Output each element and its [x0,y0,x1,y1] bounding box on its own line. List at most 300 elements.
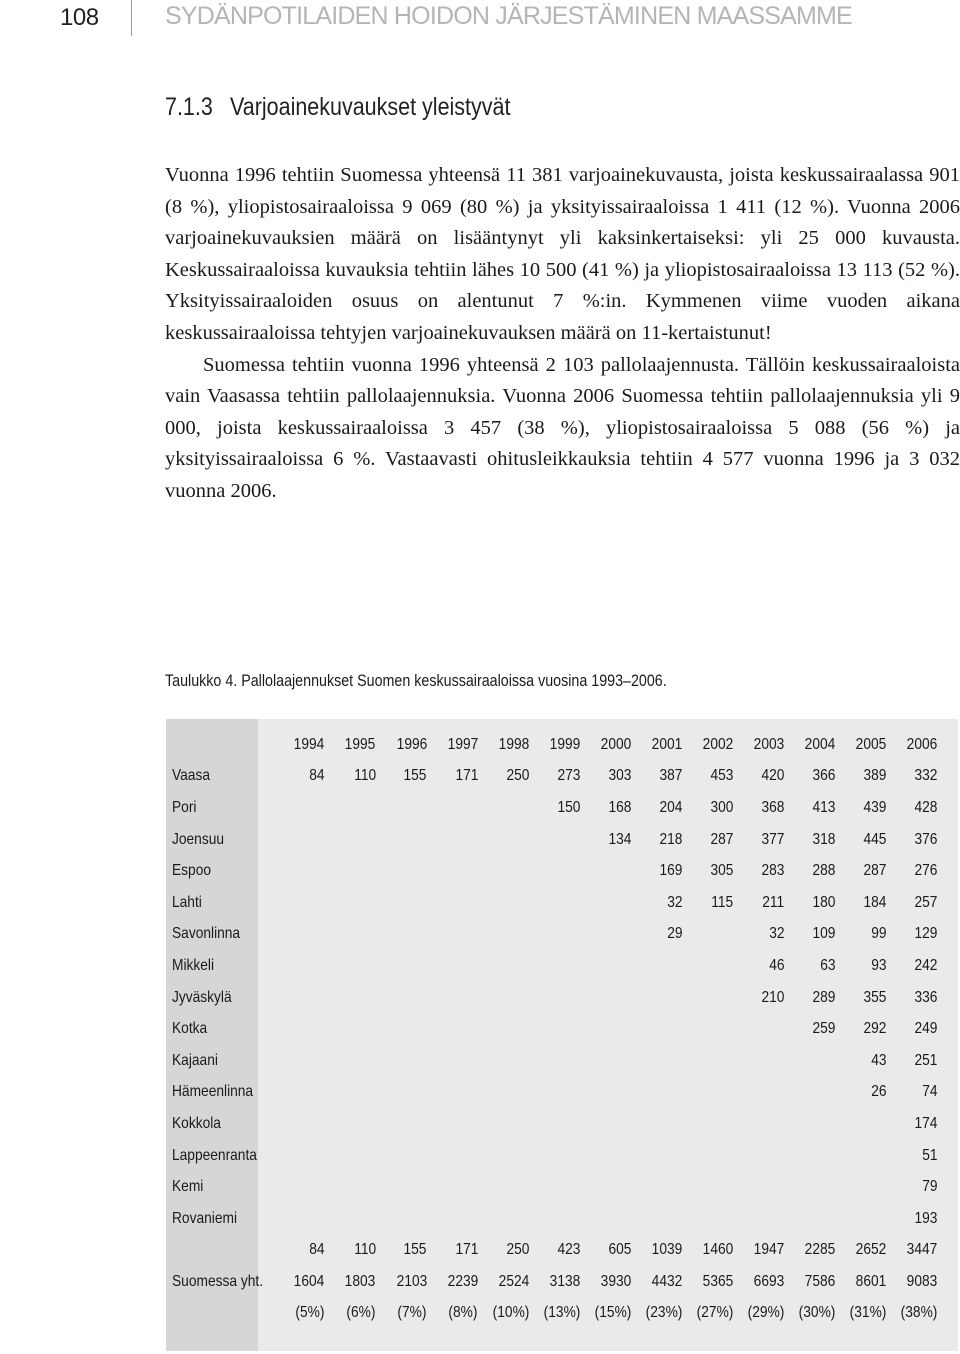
table-cell [635,1108,686,1140]
table-cell [329,1045,380,1077]
table-cell [584,982,635,1014]
table-cell [380,1013,431,1045]
table-cell: 7586 [804,1272,836,1290]
table-cell: 93 [871,956,887,974]
table-cell: 368 [761,798,785,816]
table-cell: 276 [914,862,938,880]
table-cell: 110 [353,767,376,785]
table-cell: 5365 [702,1272,734,1290]
table-cell: 1039 [651,1241,683,1259]
table-cell: 115 [711,893,734,911]
year-label: 1998 [498,735,529,753]
table-cell: 26 [871,1083,887,1101]
table-cell: 4432 [651,1272,683,1290]
table-cell: 46 [769,956,785,974]
table-cell: 171 [454,1241,478,1259]
table-cell [482,1203,533,1235]
table-cell: 336 [914,988,938,1006]
table-cell: 51 [922,1146,938,1164]
table-cell [380,1203,431,1235]
year-label: 2003 [753,735,785,753]
table-cell: 389 [863,767,887,785]
table-cell [482,792,533,824]
table-cell [789,1171,840,1203]
table-cell: 2285 [804,1241,836,1259]
table-cell [584,1171,635,1203]
row-label: Vaasa [172,767,211,785]
table-cell: 287 [710,830,734,848]
table-cell: 180 [812,893,836,911]
table-cell: 129 [914,925,938,943]
table-row [166,855,942,887]
table-cell: 204 [659,798,683,816]
table-cell [789,1108,840,1140]
table-cell [840,1171,891,1203]
table-cell [278,1203,329,1235]
column-header-year [789,729,840,761]
table-cell [329,1013,380,1045]
table-cell [840,1108,891,1140]
table-cell: (15%) [594,1304,632,1322]
table-cell: (8%) [448,1304,478,1322]
table-cell [329,855,380,887]
table-cell: 8601 [856,1272,887,1290]
table-cell: 168 [608,798,632,816]
table-cell: 259 [812,1020,836,1038]
row-label: Rovaniemi [172,1209,238,1227]
table-cell [840,1140,891,1172]
table-cell: 453 [710,767,734,785]
table-cell [482,919,533,951]
table-cell [329,1108,380,1140]
table-cell [687,1171,738,1203]
table-cell: 3447 [907,1241,938,1259]
table-cell [533,1013,584,1045]
table-cell [687,1108,738,1140]
table-cell [278,1077,329,1109]
table-cell: 155 [403,767,427,785]
row-label: Jyväskylä [172,988,232,1006]
table-cell: 605 [608,1241,632,1259]
table-cell [533,1077,584,1109]
table-cell [431,1045,482,1077]
table-cell [431,950,482,982]
row-label [166,1235,278,1267]
table-cell [278,792,329,824]
table-row [166,1013,942,1045]
table-cell [584,887,635,919]
table-cell: 242 [914,956,938,974]
table-cell: 2524 [498,1272,529,1290]
table-cell [380,1108,431,1140]
year-label: 2004 [804,735,836,753]
table-cell [482,982,533,1014]
table-row [166,761,942,793]
table-cell [635,1171,686,1203]
table-cell [533,855,584,887]
table-cell [635,1203,686,1235]
year-label: 1997 [447,735,478,753]
table-row [166,792,942,824]
table-cell [482,1171,533,1203]
row-label: Kemi [172,1178,204,1196]
row-label: Mikkeli [172,956,215,974]
table-cell [738,1045,789,1077]
table-cell: 6693 [753,1272,785,1290]
table-cell [687,919,738,951]
column-header-year [687,729,738,761]
table-cell: (31%) [849,1304,887,1322]
table-cell: 303 [608,767,632,785]
table-cell [431,792,482,824]
table-cell: 84 [309,1241,325,1259]
column-header-year [329,729,380,761]
section-heading [165,93,510,122]
year-label: 1994 [294,735,325,753]
table-cell [380,1045,431,1077]
table-row [166,1266,942,1298]
table-cell: (38%) [901,1304,938,1322]
table-cell [329,824,380,856]
table-cell [329,1171,380,1203]
table-cell [482,824,533,856]
table-cell [533,1171,584,1203]
table-row [166,1203,942,1235]
header-divider [131,0,132,36]
table-cell [431,855,482,887]
row-label: Lahti [172,893,202,911]
table-cell [584,1045,635,1077]
table-cell: 9083 [907,1272,938,1290]
table-cell: 3138 [549,1272,581,1290]
row-label: Kotka [172,1020,208,1038]
row-label: Kajaani [172,1051,218,1069]
table-cell [431,1077,482,1109]
table-cell [533,950,584,982]
table-cell [738,1140,789,1172]
table-cell [533,824,584,856]
table-cell [789,1140,840,1172]
table-cell [635,982,686,1014]
table-row [166,1171,942,1203]
row-label: Espoo [172,862,212,880]
table-cell [789,1077,840,1109]
table-cell: 2103 [396,1272,427,1290]
year-label: 1995 [345,735,376,753]
table-cell [482,1140,533,1172]
table-cell [738,1013,789,1045]
table-cell: 251 [914,1051,938,1069]
table-cell [431,1203,482,1235]
table-cell [329,1077,380,1109]
table-cell [584,1013,635,1045]
paragraph: Vuonna 1996 tehtiin Suomessa yhteensä 11 381 varjoainekuvausta, joista keskussairaalassa 901 (8 %), yliopistosairaaloissa 9 069 (80 %) ja yksityissairaaloissa 1 411 (12 %). Vuonna 2006 varjoainekuvauksien määrä on lisääntynyt yli kaksinkertaiseksi: yli 25 000 kuvausta. Keskussairaaloissa kuvauksia tehtiin lähes 10 500 (41 %) ja yliopistosairaaloissa 13 113 (52 %). Yksityissairaaloiden osuus on alentunut 7 %:in. Kymmenen viime vuoden aikana keskussairaaloissa tehtyjen varjoainekuvauksen määrä on 11-kertaistunut! [165,164,960,344]
table-row [166,1298,942,1330]
table-cell: 250 [506,1241,529,1259]
row-label: Pori [172,798,197,816]
table-cell: 211 [762,893,785,911]
row-label [166,1298,278,1330]
table-cell [635,1140,686,1172]
table-cell: 169 [659,862,683,880]
row-label: Kokkola [172,1114,221,1132]
table-caption: Taulukko 4. Pallolaajennukset Suomen keskussairaaloissa vuosina 1993–2006. [165,671,667,690]
table-cell: 332 [914,767,938,785]
table-cell: 445 [863,830,887,848]
table-row [166,1045,942,1077]
year-label: 2006 [907,735,938,753]
table-cell [533,887,584,919]
table-cell [380,855,431,887]
table-cell [380,824,431,856]
table-cell [380,1140,431,1172]
table-cell [482,950,533,982]
table-cell: 318 [812,830,836,848]
table-cell: 376 [914,830,938,848]
table-cell [584,1140,635,1172]
table-cell: 2239 [447,1272,478,1290]
table-cell [278,824,329,856]
table-cell [738,1108,789,1140]
table-cell [278,1013,329,1045]
table-corner-cell [166,729,278,761]
table-cell [789,1203,840,1235]
table-cell [533,1140,584,1172]
table-cell [533,1108,584,1140]
table-cell [584,855,635,887]
table-cell: 134 [608,830,632,848]
table-row [166,887,942,919]
table-cell: (7%) [397,1304,427,1322]
row-label: Hämeenlinna [172,1083,254,1101]
table-cell [329,887,380,919]
table-cell: 79 [922,1178,938,1196]
table-cell [482,1013,533,1045]
table-cell: 413 [812,798,836,816]
table-cell [329,1203,380,1235]
table-cell: 99 [871,925,887,943]
year-label: 2002 [702,735,734,753]
table-cell: 283 [761,862,785,880]
table-row [166,824,942,856]
year-label: 1999 [549,735,581,753]
table-cell [584,950,635,982]
table-cell: 273 [557,767,581,785]
column-header-year [533,729,584,761]
table-cell [635,1013,686,1045]
table-cell [278,982,329,1014]
table-cell [431,1108,482,1140]
table-cell [687,1045,738,1077]
running-title: SYDÄNPOTILAIDEN HOIDON JÄRJESTÄMINEN MAASSAMME [165,2,852,30]
table-row [166,982,942,1014]
table-cell [687,1203,738,1235]
table-cell [687,1077,738,1109]
table-cell [584,1203,635,1235]
table-cell: 1460 [702,1241,734,1259]
table-cell [738,1171,789,1203]
table-cell: 1803 [345,1272,376,1290]
table-row [166,1108,942,1140]
table-cell: 250 [506,767,529,785]
table-cell: (23%) [645,1304,683,1322]
table-cell: 288 [812,862,836,880]
table-cell: 423 [557,1241,581,1259]
table-cell: 109 [812,925,836,943]
table-cell [635,1045,686,1077]
table-cell: 32 [769,925,785,943]
year-label: 2001 [651,735,683,753]
table-cell: 377 [761,830,785,848]
table-cell: 257 [914,893,938,911]
table-cell [431,1171,482,1203]
table-cell: 300 [710,798,734,816]
table-cell: 32 [666,893,683,911]
table-cell [278,1171,329,1203]
table-cell: (27%) [696,1304,734,1322]
table-cell [278,855,329,887]
column-header-year [278,729,329,761]
table-cell: 355 [863,988,887,1006]
column-header-year [380,729,431,761]
table-cell [278,887,329,919]
table-cell: 110 [353,1241,376,1259]
table-cell [329,919,380,951]
running-header [0,0,960,36]
row-label: Savonlinna [172,925,241,943]
table-cell [278,1140,329,1172]
table-cell: 210 [761,988,785,1006]
column-header-year [891,729,942,761]
row-label: Joensuu [172,830,225,848]
table-cell: 1604 [294,1272,325,1290]
table-cell: 287 [863,862,887,880]
table-cell [380,887,431,919]
table-cell [738,1203,789,1235]
table-cell [533,919,584,951]
body-text [165,160,960,508]
column-header-year [482,729,533,761]
table-cell: 1947 [753,1241,785,1259]
table-cell [482,1045,533,1077]
table-cell [738,1077,789,1109]
page-number: 108 [60,4,99,31]
table-cell: (13%) [543,1304,581,1322]
table-cell [380,982,431,1014]
table-cell: 428 [914,798,938,816]
table-cell [482,887,533,919]
table-cell [329,1140,380,1172]
table-cell [329,950,380,982]
table-cell: 439 [863,798,887,816]
table-cell: (30%) [798,1304,836,1322]
table-row [166,1077,942,1109]
table-cell: 289 [812,988,836,1006]
year-label: 2000 [600,735,632,753]
table-cell: 84 [309,767,325,785]
table-cell: 74 [922,1083,938,1101]
table-cell [687,982,738,1014]
table-cell [431,1140,482,1172]
column-header-year [584,729,635,761]
table-cell [380,1171,431,1203]
table-cell: 63 [820,956,836,974]
table-cell [278,919,329,951]
row-label: Lappeenranta [172,1146,257,1164]
table-cell: 249 [914,1020,938,1038]
table-cell [635,1077,686,1109]
table-row [166,1140,942,1172]
table-body [166,761,942,1330]
table-cell [584,1077,635,1109]
table-cell: 29 [666,925,683,943]
table-cell [278,1108,329,1140]
table-row [166,1235,942,1267]
table-row [166,950,942,982]
table-cell [431,824,482,856]
column-header-year [431,729,482,761]
table-cell [533,982,584,1014]
table-cell: 155 [403,1241,427,1259]
table-cell [380,1077,431,1109]
column-header-year [738,729,789,761]
table-cell: (10%) [492,1304,529,1322]
data-table-panel [166,719,958,1351]
table-cell [687,950,738,982]
paragraph: Suomessa tehtiin vuonna 1996 yhteensä 2 103 pallolaajennusta. Tällöin keskussairaaloista vain Vaasassa tehtiin pallolaajennuksia. Vuonna 2006 Suomessa tehtiin pallolaajennuksia yli 9 000, joista keskussairaaloissa 3 457 (38 %), yliopistosairaaloissa 5 088 (56 %) ja yksityissairaaloissa 6 %. Vastaavasti ohitusleikkauksia tehtiin 4 577 vuonna 1996 ja 3 032 vuonna 2006. [165,353,960,502]
table-cell: (6%) [346,1304,376,1322]
table-cell [482,855,533,887]
table-cell: (5%) [295,1304,325,1322]
row-label: Suomessa yht. [172,1272,264,1290]
table-cell [584,1108,635,1140]
section-title: Varjoainekuvaukset yleistyvät [230,93,511,121]
column-header-year [840,729,891,761]
table-cell: 292 [863,1020,887,1038]
table-cell: 174 [914,1114,938,1132]
table-cell [329,982,380,1014]
table-cell [482,1077,533,1109]
table-cell: 3930 [600,1272,632,1290]
year-label: 1996 [396,735,427,753]
table-cell [840,1203,891,1235]
table-cell: 184 [863,893,887,911]
table-cell: (29%) [747,1304,785,1322]
table-cell: 150 [557,798,581,816]
table-cell: 2652 [856,1241,887,1259]
table-cell [431,982,482,1014]
table-cell [380,919,431,951]
table-cell [431,919,482,951]
table-cell: 193 [914,1209,938,1227]
table-cell [687,1140,738,1172]
table-cell [431,1013,482,1045]
table-cell [533,1045,584,1077]
table-cell [533,1203,584,1235]
table-cell: 43 [871,1051,887,1069]
table-cell: 420 [761,767,785,785]
table-cell [380,950,431,982]
table-cell [431,887,482,919]
table-cell: 171 [454,767,478,785]
table-cell [380,792,431,824]
data-table [166,729,942,1329]
table-cell [482,1108,533,1140]
table-cell [278,1045,329,1077]
table-cell [789,1045,840,1077]
year-label: 2005 [856,735,887,753]
table-cell [584,919,635,951]
